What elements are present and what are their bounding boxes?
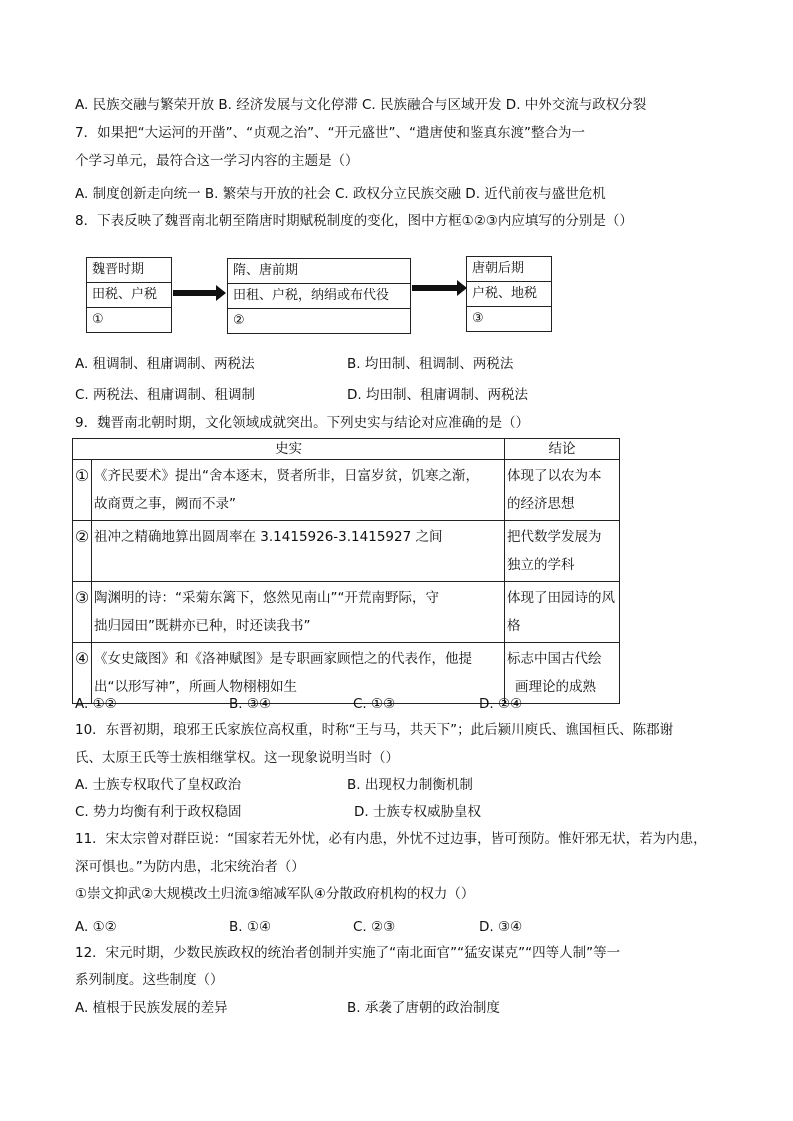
q8-option-b: B. 均田制、租调制、两税法 bbox=[347, 356, 514, 372]
fact-line: 《女史箴图》和《洛神赋图》是专职画家顾恺之的代表作，他提 bbox=[94, 651, 472, 667]
fact-line: 故商贾之事，阙而不录” bbox=[94, 496, 236, 512]
q9-stem: 9．魏晋南北朝时期，文化领域成就突出。下列史实与结论对应准确的是（） bbox=[75, 415, 530, 431]
conclusion-line: 标志中国古代绘 bbox=[507, 651, 602, 667]
fact-line: 祖冲之精确地算出圆周率在 3.1415926-3.1415927 之间 bbox=[94, 529, 443, 545]
q8-option-a: A. 租调制、租庸调制、两税法 bbox=[75, 356, 255, 372]
conclusion-cell bbox=[505, 521, 620, 582]
flow-box-title: 魏晋时期 bbox=[87, 258, 171, 283]
q10-option-b: B. 出现权力制衡机制 bbox=[347, 777, 473, 793]
q8-option-c: C. 两税法、租庸调制、租调制 bbox=[75, 387, 256, 403]
q12-option-a: A. 植根于民族发展的差异 bbox=[75, 1000, 228, 1016]
flow-box-content: 田税、户税 bbox=[87, 283, 171, 308]
conclusion-line: 格 bbox=[507, 618, 521, 634]
q7-options: A. 制度创新走向统一 B. 繁荣与开放的社会 C. 政权分立民族交融 D. 近代前夜与盛世危机 bbox=[75, 186, 606, 202]
fact-cell bbox=[92, 582, 505, 643]
fact-line: 陶渊明的诗：“采菊东篱下，悠然见南山”“开荒南野际，守 bbox=[94, 590, 439, 606]
fact-line: 《齐民要术》提出“舍本逐末，贤者所非，日富岁贫，饥寒之渐， bbox=[94, 468, 479, 484]
q10-option-c: C. 势力均衡有利于政权稳固 bbox=[75, 804, 242, 820]
conclusion-line: 的经济思想 bbox=[507, 496, 575, 512]
table-row bbox=[73, 460, 620, 521]
right-arrow-icon bbox=[412, 285, 458, 291]
q10-option-d: D. 士族专权威胁皇权 bbox=[354, 804, 481, 820]
conclusion-line: 独立的学科 bbox=[507, 557, 575, 573]
q9-option-d: D. ②④ bbox=[479, 696, 523, 712]
flow-box-content: 户税、地税 bbox=[467, 282, 551, 307]
row-number: ① bbox=[73, 460, 92, 521]
header-conclusion: 结论 bbox=[505, 439, 620, 460]
row-number: ④ bbox=[73, 643, 92, 704]
flow-box-title: 隋、唐前期 bbox=[228, 259, 410, 284]
q11-option-d: D. ③④ bbox=[479, 919, 523, 935]
row-number: ② bbox=[73, 521, 92, 582]
q11-stem-line2: 深可惧也。”为防内患，北宋统治者（） bbox=[75, 859, 305, 875]
q10-stem-line1: 10．东晋初期，琅邪王氏家族位高权重，时称“王与马，共天下”；此后颍川庾氏、谯国桓氏、陈郡谢 bbox=[75, 722, 674, 738]
flow-box-weijin bbox=[86, 257, 172, 333]
fact-line: 出“以形写神”，所画人物栩栩如生 bbox=[94, 679, 297, 695]
flow-box-title: 唐朝后期 bbox=[467, 257, 551, 282]
q8-stem: 8．下表反映了魏晋南北朝至隋唐时期赋税制度的变化，图中方框①②③内应填写的分别是（） bbox=[75, 213, 633, 229]
flow-box-suitang bbox=[227, 258, 411, 334]
q11-choices: ①崇文抑武②大规模改土归流③缩减军队④分散政府机构的权力（） bbox=[75, 886, 475, 902]
q9-table bbox=[72, 438, 620, 704]
q10-stem-line2: 氏、太原王氏等士族相继掌权。这一现象说明当时（） bbox=[75, 750, 399, 766]
row-number: ③ bbox=[73, 582, 92, 643]
right-arrow-icon bbox=[173, 290, 217, 296]
table-row bbox=[73, 643, 620, 704]
q12-stem-line1: 12．宋元时期，少数民族政权的统治者创制并实施了“南北面官”“猛安谋克”“四等人制”等一 bbox=[75, 945, 621, 961]
q7-stem-line2: 个学习单元，最符合这一学习内容的主题是（） bbox=[75, 153, 359, 169]
q11-option-b: B. ①④ bbox=[229, 919, 272, 935]
conclusion-line: 体现了以农为本 bbox=[507, 468, 602, 484]
q11-stem-line1: 11．宋太宗曾对群臣说：“国家若无外忧，必有内患，外忧不过边事，皆可预防。惟奸邪无状，若为内患， bbox=[75, 831, 707, 847]
conclusion-line: 体现了田园诗的风 bbox=[507, 590, 615, 606]
header-fact: 史实 bbox=[73, 439, 505, 460]
flow-box-blank: ② bbox=[233, 313, 245, 328]
q6-options: A. 民族交融与繁荣开放 B. 经济发展与文化停滞 C. 民族融合与区域开发 D. 中外交流与政权分裂 bbox=[75, 97, 647, 113]
table-row bbox=[73, 582, 620, 643]
conclusion-cell bbox=[505, 460, 620, 521]
flow-box-blank: ① bbox=[92, 312, 104, 327]
table-row bbox=[73, 521, 620, 582]
q8-option-d: D. 均田制、租庸调制、两税法 bbox=[347, 387, 528, 403]
q11-option-c: C. ②③ bbox=[353, 919, 396, 935]
conclusion-line: 画理论的成熟 bbox=[515, 679, 596, 695]
fact-cell bbox=[92, 521, 505, 582]
q9-option-b: B. ③④ bbox=[229, 696, 272, 712]
q10-option-a: A. 士族专权取代了皇权政治 bbox=[75, 777, 242, 793]
fact-cell bbox=[92, 643, 505, 704]
flow-box-content: 田租、户税，纳绢或布代役 bbox=[228, 284, 410, 309]
table-header-row bbox=[73, 439, 620, 460]
flow-box-tanghou bbox=[466, 256, 552, 332]
flow-box-blank: ③ bbox=[472, 311, 484, 326]
q12-option-b: B. 承袭了唐朝的政治制度 bbox=[347, 1000, 500, 1016]
q11-option-a: A. ①② bbox=[75, 919, 117, 935]
conclusion-cell bbox=[505, 582, 620, 643]
fact-line bbox=[94, 551, 502, 579]
fact-line: 拙归园田”既耕亦已种，时还读我书” bbox=[94, 618, 311, 634]
q9-option-c: C. ①③ bbox=[353, 696, 396, 712]
q12-stem-line2: 系列制度。这些制度（） bbox=[75, 972, 224, 988]
q7-stem-line1: 7．如果把“大运河的开凿”、“贞观之治”、“开元盛世”、“遣唐使和鉴真东渡”整合为一 bbox=[75, 125, 586, 141]
fact-cell bbox=[92, 460, 505, 521]
conclusion-line: 把代数学发展为 bbox=[507, 529, 602, 545]
q9-option-a: A. ①② bbox=[75, 696, 117, 712]
